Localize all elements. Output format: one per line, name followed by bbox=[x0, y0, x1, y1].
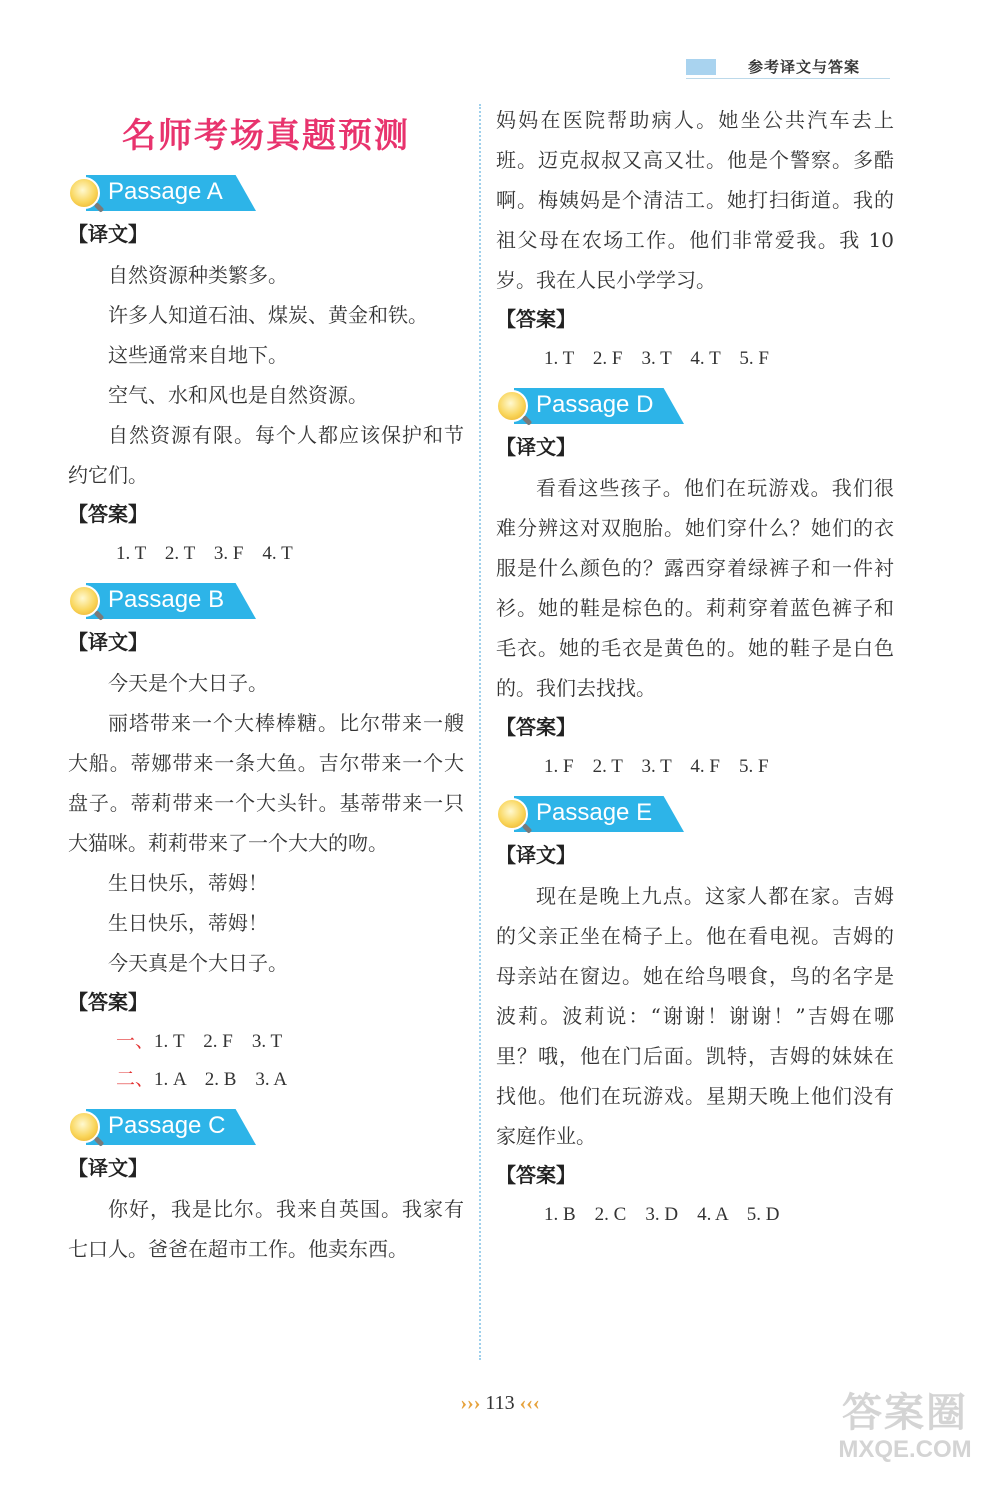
passage-a-para-2: 许多人知道石油、煤炭、黄金和铁。 bbox=[108, 303, 428, 327]
passage-e-para-1: 现在是晚上九点。这家人都在家。吉姆的父亲正坐在椅子上。他在看电视。吉姆的母亲站在窗边。她在给鸟喂食，鸟的名字是波莉。波莉说：“谢谢！谢谢！”吉姆在哪里？哦，他在门后面。凯特，吉姆的妹妹在找他。他们在玩游戏。星期天晚上他们没有家庭作业。 bbox=[496, 884, 894, 1148]
lightbulb-icon bbox=[496, 390, 528, 422]
passage-b-para-4: 生日快乐，蒂姆！ bbox=[108, 911, 268, 935]
lightbulb-icon bbox=[496, 798, 528, 830]
passage-a-heading bbox=[68, 175, 464, 211]
header-color-bar bbox=[686, 59, 716, 75]
site-watermark bbox=[820, 1390, 990, 1470]
passage-d-para-1: 看看这些孩子。他们在玩游戏。我们很难分辨这对双胞胎。她们穿什么？她们的衣服是什么颜色的？露西穿着绿裤子和一件衬衫。她的鞋是棕色的。莉莉穿着蓝色裤子和毛衣。她的毛衣是黄色的。她的鞋子是白色的。我们去找找。 bbox=[496, 476, 894, 700]
answer-label: 【答案】 bbox=[496, 1163, 576, 1187]
passage-e-answers: 1. B 2. C 3. D 4. A 5. D bbox=[544, 1204, 780, 1225]
right-column bbox=[496, 100, 894, 1244]
passage-b-answers-part2 bbox=[68, 1061, 464, 1099]
passage-c-label: Passage C bbox=[108, 1112, 226, 1139]
passage-c-answers: 1. T 2. F 3. T 4. T 5. F bbox=[544, 348, 769, 369]
answer-label: 【答案】 bbox=[68, 990, 148, 1014]
translation-label: 【译文】 bbox=[496, 843, 576, 867]
passage-b-para-5: 今天真是个大日子。 bbox=[108, 951, 288, 975]
translation-label: 【译文】 bbox=[68, 222, 148, 246]
passage-b-label: Passage B bbox=[108, 586, 225, 613]
answer-label: 【答案】 bbox=[496, 307, 576, 331]
passage-a-label: Passage A bbox=[108, 178, 223, 205]
passage-b-heading bbox=[68, 583, 464, 619]
passage-c-heading bbox=[68, 1109, 464, 1145]
lightbulb-icon bbox=[68, 585, 100, 617]
passage-d-heading bbox=[496, 388, 894, 424]
part-two-answers: 1. A 2. B 3. A bbox=[154, 1069, 288, 1090]
watermark-url: MXQE.COM bbox=[838, 1436, 972, 1463]
left-column bbox=[68, 100, 464, 1269]
passage-a-para-4: 空气、水和风也是自然资源。 bbox=[108, 383, 368, 407]
part-two-marker: 二、 bbox=[116, 1069, 155, 1090]
passage-c-para-continued: 妈妈在医院帮助病人。她坐公共汽车去上班。迈克叔叔又高又壮。他是个警察。多酷啊。梅姨妈是个清洁工。她打扫街道。我的祖父母在农场工作。他们非常爱我。我 10 岁。我在人民小学学习。 bbox=[496, 108, 894, 292]
translation-label: 【译文】 bbox=[496, 435, 576, 459]
chevron-right-icon: ››› bbox=[460, 1392, 481, 1414]
passage-b-answers-part1 bbox=[68, 1023, 464, 1061]
answer-label: 【答案】 bbox=[68, 502, 148, 526]
answer-label: 【答案】 bbox=[496, 715, 576, 739]
passage-a-answers: 1. T 2. T 3. F 4. T bbox=[116, 543, 293, 564]
passage-b-para-2: 丽塔带来一个大棒棒糖。比尔带来一艘大船。蒂娜带来一条大鱼。吉尔带来一个大盘子。蒂莉带来一个大头针。基蒂带来一只大猫咪。莉莉带来了一个大大的吻。 bbox=[68, 711, 464, 855]
part-one-answers: 1. T 2. F 3. T bbox=[154, 1031, 283, 1052]
passage-c-para-1: 你好，我是比尔。我来自英国。我家有七口人。爸爸在超市工作。他卖东西。 bbox=[68, 1197, 464, 1261]
lightbulb-icon bbox=[68, 177, 100, 209]
passage-d-answers: 1. F 2. T 3. T 4. F 5. F bbox=[544, 756, 769, 777]
part-one-marker: 一、 bbox=[116, 1031, 155, 1052]
passage-b-para-1: 今天是个大日子。 bbox=[108, 671, 268, 695]
passage-e-heading bbox=[496, 796, 894, 832]
translation-label: 【译文】 bbox=[68, 630, 148, 654]
running-header bbox=[686, 56, 890, 79]
lightbulb-icon bbox=[68, 1111, 100, 1143]
header-title: 参考译文与答案 bbox=[748, 58, 861, 76]
passage-b-para-3: 生日快乐，蒂姆！ bbox=[108, 871, 268, 895]
column-divider bbox=[479, 104, 481, 1360]
page-title: 名师考场真题预测 bbox=[122, 116, 410, 156]
passage-d-label: Passage D bbox=[536, 391, 654, 418]
page-number: 113 bbox=[485, 1392, 515, 1414]
passage-a-para-3: 这些通常来自地下。 bbox=[108, 343, 288, 367]
watermark-logo-text: 答案圈 bbox=[842, 1391, 968, 1435]
translation-label: 【译文】 bbox=[68, 1156, 148, 1180]
passage-a-para-1: 自然资源种类繁多。 bbox=[108, 263, 288, 287]
passage-a-para-5: 自然资源有限。每个人都应该保护和节约它们。 bbox=[68, 423, 464, 487]
passage-e-label: Passage E bbox=[536, 799, 653, 826]
chevron-left-icon: ‹‹‹ bbox=[519, 1392, 540, 1414]
